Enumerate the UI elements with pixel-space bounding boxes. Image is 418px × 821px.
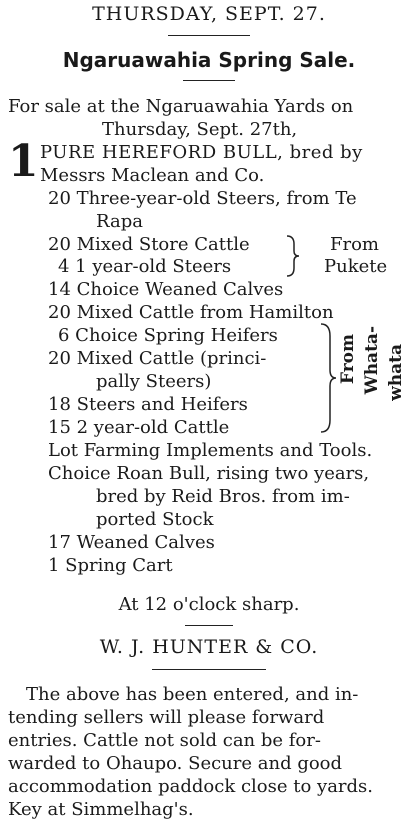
item-line: 20 Mixed Store Cattle — [48, 234, 250, 255]
divider — [152, 669, 266, 670]
footer-line: The above has been entered, and in- — [26, 684, 359, 705]
date-heading: THURSDAY, SEPT. 27. — [92, 3, 326, 25]
item-line: 4 1 year-old Steers — [58, 256, 232, 277]
item-line: 17 Weaned Calves — [48, 532, 215, 553]
item-line: 1 Spring Cart — [48, 555, 173, 576]
sale-title: Ngaruawahia Spring Sale. — [62, 48, 356, 72]
item-line: Lot Farming Implements and Tools. — [48, 440, 373, 461]
divider — [183, 80, 235, 81]
item-line: 15 2 year-old Cattle — [48, 417, 230, 438]
item-line: Rapa — [96, 211, 143, 232]
divider — [185, 625, 233, 626]
divider — [168, 35, 250, 36]
item-line: 14 Choice Weaned Calves — [48, 279, 284, 300]
item-line: 20 Mixed Cattle (princi- — [48, 348, 267, 369]
item-line: Choice Roan Bull, rising two years, — [48, 463, 370, 484]
brace-whatawhata — [318, 322, 338, 434]
footer-line: accommodation paddock close to yards. — [8, 776, 374, 797]
sale-time: At 12 o'clock sharp. — [118, 594, 300, 615]
footer-line: Key at Simmelhag's. — [8, 799, 194, 820]
footer-line: tending sellers will please forward — [8, 707, 325, 728]
item-line: 20 Three-year-old Steers, from Te — [48, 188, 357, 209]
whata-label-from: From — [338, 334, 358, 385]
lot-line: PURE HEREFORD BULL, bred by — [40, 142, 363, 163]
footer-line: entries. Cattle not sold can be for- — [8, 730, 321, 751]
lot-number: 1 — [8, 136, 39, 187]
intro-line: Thursday, Sept. 27th, — [102, 119, 298, 140]
footer-line: warded to Ohaupo. Secure and good — [8, 753, 343, 774]
auctioneer-firm: W. J. HUNTER & CO. — [99, 636, 319, 658]
intro-line: For sale at the Ngaruawahia Yards on — [8, 96, 354, 117]
whata-label-whata2: whata — [386, 344, 406, 401]
brace-label-pukete: Pukete — [324, 256, 388, 277]
item-line: ported Stock — [96, 509, 214, 530]
item-line: 20 Mixed Cattle from Hamilton — [48, 302, 334, 323]
brace-pukete — [284, 234, 302, 278]
brace-label-from: From — [330, 234, 379, 255]
item-line: 6 Choice Spring Heifers — [58, 325, 278, 346]
item-line: pally Steers) — [96, 371, 212, 392]
item-line: bred by Reid Bros. from im- — [96, 486, 350, 507]
lot-line: Messrs Maclean and Co. — [40, 165, 265, 186]
item-line: 18 Steers and Heifers — [48, 394, 248, 415]
whata-label-whata: Whata- — [362, 326, 382, 395]
